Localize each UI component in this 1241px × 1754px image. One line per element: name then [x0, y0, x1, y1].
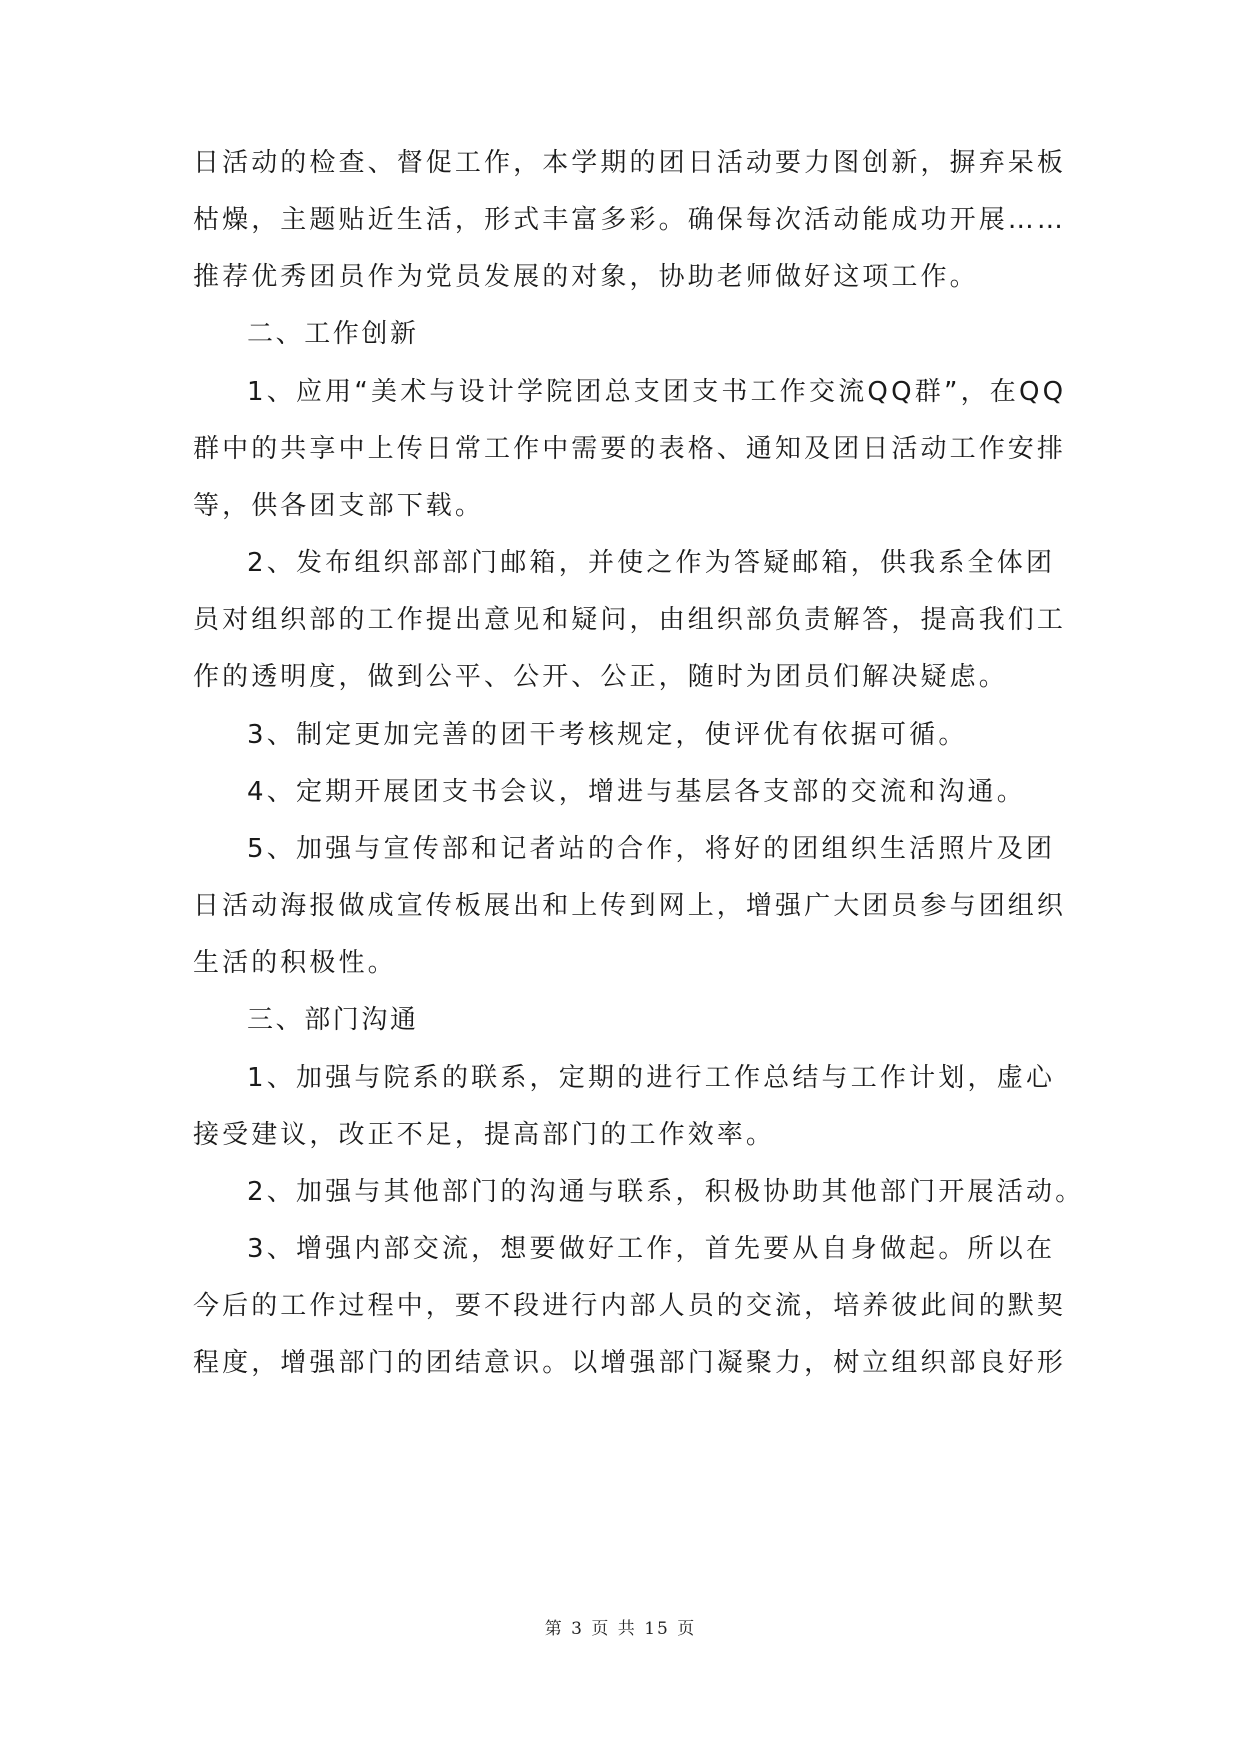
body-text-line: 接受建议，改正不足，提高部门的工作效率。	[193, 1120, 776, 1150]
body-text-line: 2、加强与其他部门的沟通与联系，积极协助其他部门开展活动。	[247, 1177, 1085, 1207]
body-text-line: 今后的工作过程中，要不段进行内部人员的交流，培养彼此间的默契	[193, 1291, 1067, 1321]
body-text-line: 3、增强内部交流，想要做好工作，首先要从自身做起。所以在	[247, 1234, 1056, 1264]
body-text-line: 5、加强与宣传部和记者站的合作，将好的团组织生活照片及团	[247, 834, 1056, 864]
body-text-line: 日活动海报做成宣传板展出和上传到网上，增强广大团员参与团组织	[193, 891, 1067, 921]
body-text-line: 等，供各团支部下载。	[193, 491, 485, 521]
section-heading: 二、工作创新	[247, 319, 419, 349]
body-text-line: 枯燥，主题贴近生活，形式丰富多彩。确保每次活动能成功开展……	[193, 205, 1067, 235]
body-text-line: 作的透明度，做到公平、公开、公正，随时为团员们解决疑虑。	[193, 662, 1008, 692]
body-text-line: 生活的积极性。	[193, 948, 397, 978]
page-number-footer: 第 3 页 共 15 页	[544, 1619, 697, 1639]
body-text-line: 推荐优秀团员作为党员发展的对象，协助老师做好这项工作。	[193, 262, 979, 292]
body-text-line: 1、加强与院系的联系，定期的进行工作总结与工作计划，虚心	[247, 1063, 1056, 1093]
body-text-line: 4、定期开展团支书会议，增进与基层各支部的交流和沟通。	[247, 777, 1026, 807]
body-text-line: 日活动的检查、督促工作，本学期的团日活动要力图创新，摒弃呆板	[193, 148, 1067, 178]
body-text-line: 3、制定更加完善的团干考核规定，使评优有依据可循。	[247, 720, 968, 750]
body-text-line: 1、应用“美术与设计学院团总支团支书工作交流QQ群”，在QQ	[247, 377, 1067, 407]
body-text-line: 2、发布组织部部门邮箱，并使之作为答疑邮箱，供我系全体团	[247, 548, 1056, 578]
body-text-line: 程度，增强部门的团结意识。以增强部门凝聚力，树立组织部良好形	[193, 1348, 1067, 1378]
section-heading: 三、部门沟通	[247, 1005, 419, 1035]
body-text-line: 群中的共享中上传日常工作中需要的表格、通知及团日活动工作安排	[193, 434, 1067, 464]
body-text-line: 员对组织部的工作提出意见和疑问，由组织部负责解答，提高我们工	[193, 605, 1067, 635]
